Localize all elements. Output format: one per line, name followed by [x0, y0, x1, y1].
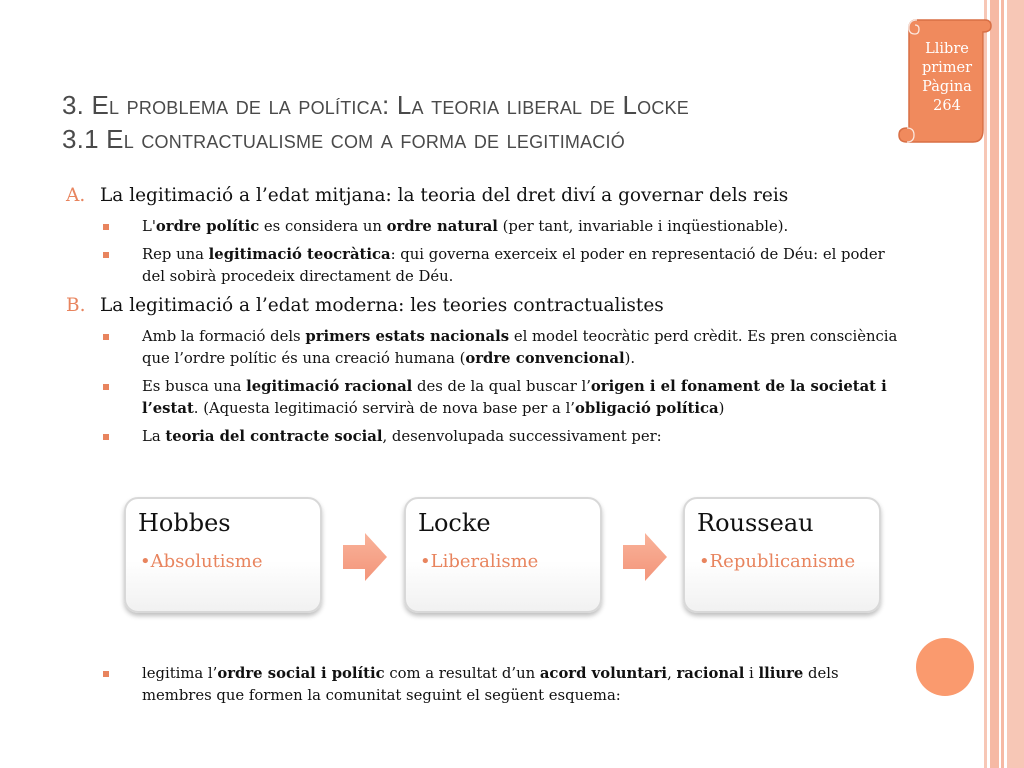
- section-marker: A.: [66, 185, 86, 206]
- note-line: Pàgina: [922, 79, 972, 95]
- box-subtitle: •Liberalisme: [420, 551, 539, 572]
- text: . (Aquesta legitimació servirà de nova base per a l’: [193, 400, 576, 417]
- bullet-item: [66, 216, 911, 238]
- text: es considera un: [259, 218, 387, 235]
- text: des de la qual buscar l’: [412, 378, 591, 395]
- bullet-item: [66, 244, 911, 288]
- slide-content: [66, 184, 911, 454]
- text: La: [142, 428, 166, 445]
- bold-text: obligació política: [575, 400, 719, 417]
- decorative-stripe: [1001, 0, 1004, 768]
- text: Rep una: [142, 246, 209, 263]
- text: , desenvolupada successivament per:: [382, 428, 662, 445]
- bullet-item: [66, 426, 911, 448]
- title-line-2: 3.1 El contractualisme com a forma de legitimació: [62, 124, 625, 154]
- text: i: [744, 665, 759, 682]
- text: : qui governa exerceix el poder en representació de Déu: el poder del sobirà procedeix directament de Déu.: [142, 246, 885, 285]
- bold-text: teoria del contracte social: [165, 428, 383, 445]
- text: ).: [624, 350, 636, 367]
- section-b-heading: [66, 294, 911, 318]
- bold-text: primers estats nacionals: [305, 328, 510, 345]
- bold-text: racional: [676, 665, 745, 682]
- box-title: Locke: [418, 509, 491, 537]
- box-subtitle: •Republicanisme: [699, 551, 856, 572]
- heading-text: La legitimació a l’edat moderna: les teories contractualistes: [100, 295, 664, 316]
- bold-text: legitimació racional: [246, 378, 413, 395]
- note-line: Llibre: [925, 41, 969, 57]
- diagram-box-locke: [404, 497, 602, 613]
- bold-text: ordre social i polític: [217, 665, 385, 682]
- diagram-box-hobbes: [124, 497, 322, 613]
- box-subtitle: •Absolutisme: [140, 551, 263, 572]
- text: legitima l’: [142, 665, 218, 682]
- bold-text: acord voluntari: [539, 665, 668, 682]
- text: (per tant, invariable i inqüestionable).: [497, 218, 789, 235]
- text: Es busca una: [142, 378, 247, 395]
- section-a-heading: [66, 184, 911, 208]
- bullet-square-icon: [103, 434, 109, 440]
- heading-text: La legitimació a l’edat mitjana: la teoria del dret diví a governar dels reis: [100, 185, 789, 206]
- bullet-item: [66, 663, 911, 707]
- bold-text: ordre polític: [155, 218, 260, 235]
- text: com a resultat d’un: [384, 665, 540, 682]
- contractualism-diagram: [124, 497, 884, 619]
- box-title: Rousseau: [697, 509, 814, 537]
- bold-text: lliure: [758, 665, 804, 682]
- bullet-square-icon: [103, 334, 109, 340]
- bold-text: origen i el fonament de la societat i l’estat: [142, 378, 887, 417]
- bullet-item: [66, 326, 911, 370]
- bullet-square-icon: [103, 224, 109, 230]
- decorative-circle: [916, 638, 974, 696]
- title-line-1: 3. El problema de la política: La teoria liberal de Locke: [62, 90, 689, 120]
- text: ,: [667, 665, 677, 682]
- bullet-square-icon: [103, 384, 109, 390]
- bold-text: ordre convencional: [465, 350, 625, 367]
- book-reference-scroll: [897, 18, 992, 148]
- bullet-square-icon: [103, 671, 109, 677]
- note-line: 264: [933, 98, 961, 114]
- note-line: primer: [921, 60, 973, 76]
- box-title: Hobbes: [138, 509, 231, 537]
- text: el model teocràtic perd crèdit. Es pren consciència que l’ordre polític és una creació humana (: [142, 328, 898, 367]
- text: dels membres que formen la comunitat seguint el següent esquema:: [142, 665, 839, 704]
- text: ): [718, 400, 725, 417]
- arrow-right-icon: [343, 533, 387, 581]
- section-marker: B.: [66, 295, 86, 316]
- bold-text: legitimació teocràtica: [208, 246, 391, 263]
- slide-title: [62, 88, 892, 156]
- bullet-item: [66, 376, 911, 420]
- diagram-box-rousseau: [683, 497, 881, 613]
- bold-text: ordre natural: [386, 218, 498, 235]
- closing-section: [66, 663, 911, 713]
- text: Amb la formació dels: [142, 328, 306, 345]
- text: L': [142, 218, 156, 235]
- bullet-square-icon: [103, 252, 109, 258]
- decorative-stripe: [1007, 0, 1024, 768]
- arrow-right-icon: [623, 533, 667, 581]
